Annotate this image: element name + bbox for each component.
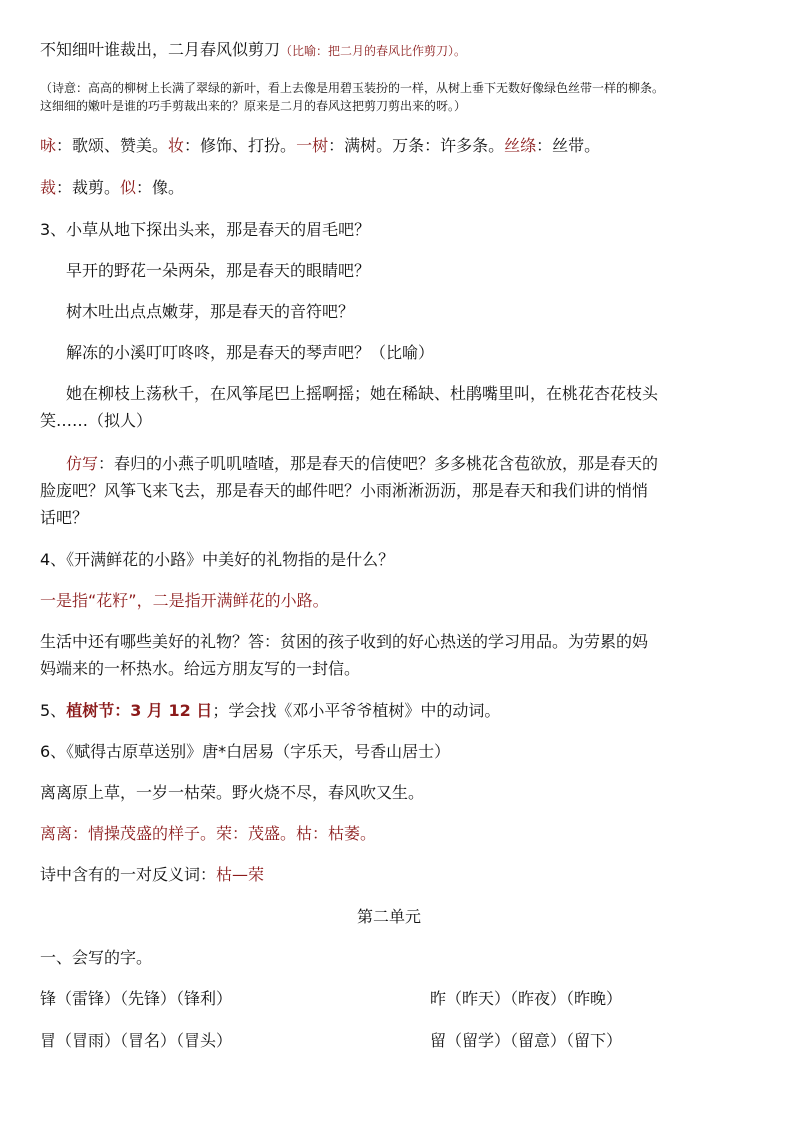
vocab-def: ：像。 [136, 178, 185, 197]
poem-meaning-line-1: （诗意：高高的柳树上长满了翠绿的新叶，看上去像是用碧玉装扮的一样，从树上垂下无数好像绿色丝带一样的柳条。 [40, 81, 665, 95]
q3-line-3: 树木吐出点点嫩芽，那是春天的音符吧？ [66, 302, 355, 321]
vocab-def: ：许多条。 [424, 136, 505, 155]
char-entry: 昨（昨天）（昨夜）（昨晚） [430, 989, 623, 1008]
section-heading: 一、会写的字。 [40, 948, 153, 967]
antonym-pair: 枯—荣 [216, 865, 265, 884]
q6-vocab: 离离：情操茂盛的样子。荣：茂盛。枯：枯萎。 [40, 824, 377, 843]
imitation-line-1 [66, 454, 658, 474]
vocab-def: ：修饰、打扮。 [184, 136, 297, 155]
q3-line-5: 她在柳枝上荡秋千，在风筝尾巴上摇啊摇；她在稀缺、杜鹃嘴里叫，在桃花杏花枝头 [66, 384, 659, 403]
q3-line-4: 解冻的小溪叮叮咚咚，那是春天的琴声吧？（比喻） [66, 343, 435, 362]
metaphor-note: （比喻：把二月的春风比作剪刀）。 [280, 44, 467, 58]
vocab-def: ：裁剪。 [56, 178, 121, 197]
q3-line-1: 3、小草从地下探出头来，那是春天的眉毛吧？ [40, 220, 371, 239]
vocab-line-2 [40, 178, 184, 198]
q4-line-1: 生活中还有哪些美好的礼物？答：贫困的孩子收到的好心热送的学习用品。为劳累的妈 [40, 632, 649, 651]
q4-line-2: 妈端来的一杯热水。给远方朋友写的一封信。 [40, 659, 361, 678]
vocab-term: 似 [120, 178, 137, 197]
arbor-day-label: 植树节：3 月 12 日 [66, 701, 213, 720]
char-entry: 留（留学）（留意）（留下） [430, 1031, 623, 1050]
poem-meaning-line-2: 这细细的嫩叶是谁的巧手剪裁出来的？原来是二月的春风这把剪刀剪出来的呀。） [40, 99, 467, 113]
vocab-term: 万条 [392, 136, 425, 155]
vocab-term: 一树 [296, 136, 329, 155]
vocab-term: 裁 [40, 178, 57, 197]
q3-line-2: 早开的野花一朵两朵，那是春天的眼睛吧？ [66, 261, 371, 280]
poem-line [40, 40, 466, 60]
vocab-term: 妆 [168, 136, 185, 155]
imitation-label: 仿写 [66, 454, 99, 473]
q6-title: 6、《赋得古原草送别》唐*白居易（字乐天，号香山居士） [40, 742, 451, 761]
q5-text: ；学会找《邓小平爷爷植树》中的动词。 [212, 701, 501, 720]
q6-poem: 离离原上草，一岁一枯荣。野火烧不尽，春风吹又生。 [40, 783, 425, 802]
vocab-term: 丝绦 [504, 136, 537, 155]
imitation-line-3: 话吧？ [40, 508, 89, 527]
imitation-line-2: 脸庞吧？风筝飞来飞去，那是春天的邮件吧？小雨淅淅沥沥，那是春天和我们讲的悄悄 [40, 481, 649, 500]
unit-title: 第二单元 [357, 907, 422, 926]
vocab-line-1 [40, 136, 600, 156]
vocab-term: 咏 [40, 136, 57, 155]
vocab-def: ：丝带。 [536, 136, 601, 155]
char-entry: 冒（冒雨）（冒名）（冒头） [40, 1031, 233, 1050]
char-entry: 锋（雷锋）（先锋）（锋利） [40, 989, 233, 1008]
q4-question: 4、《开满鲜花的小路》中美好的礼物指的是什么？ [40, 550, 395, 569]
poem-text: 不知细叶谁裁出，二月春风似剪刀 [40, 40, 281, 59]
vocab-def: ：满树。 [328, 136, 393, 155]
vocab-def: ：歌颂、赞美。 [56, 136, 169, 155]
antonym-label: 诗中含有的一对反义词： [40, 865, 217, 884]
q5-line [40, 701, 500, 721]
q3-line-6: 笑……（拟人） [40, 411, 153, 430]
imitation-text: ：春归的小燕子叽叽喳喳，那是春天的信使吧？多多桃花含苞欲放，那是春天的 [98, 454, 659, 473]
q4-answer: 一是指“花籽”，二是指开满鲜花的小路。 [40, 591, 329, 610]
q6-antonym [40, 865, 264, 885]
q5-number: 5、 [40, 701, 67, 720]
